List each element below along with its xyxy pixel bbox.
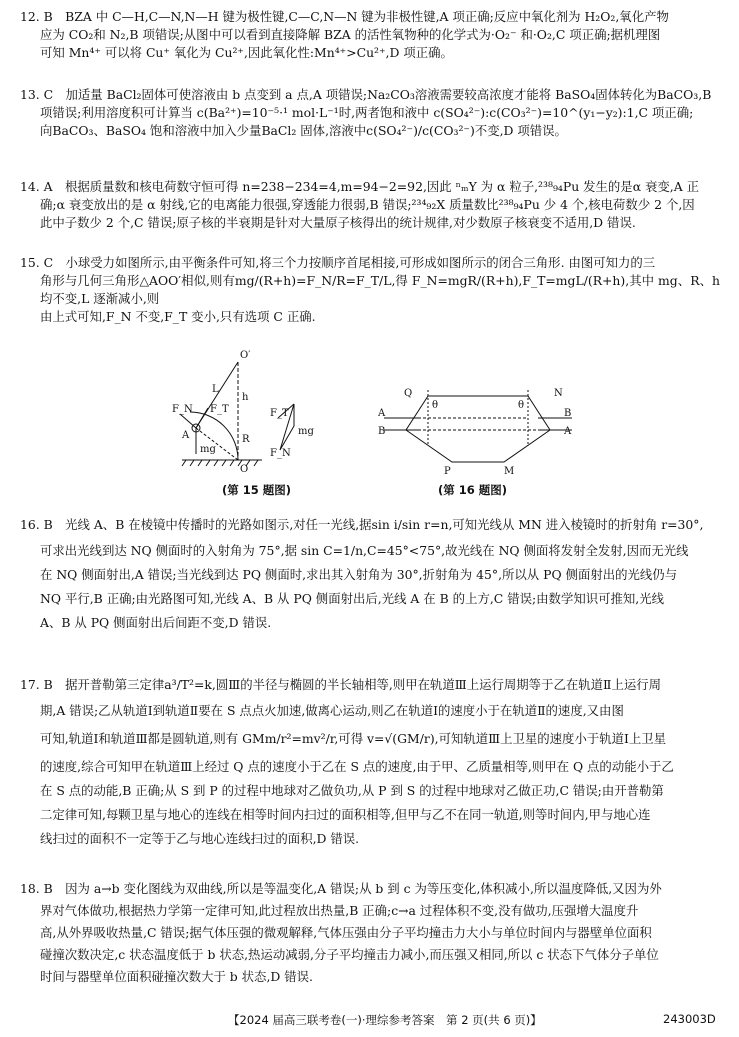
answer-line: 此中子数少 2 个,C 错误;原子核的半衰期是针对大量原子核得出的统计规律,对少数原子核衰变不适用,D 错误. xyxy=(40,215,636,230)
answer-line: 由上式可知,F_N 不变,F_T 变小,只有选项 C 正确. xyxy=(40,309,316,324)
answer-item-16 xyxy=(20,516,720,632)
label-ft: F_T xyxy=(210,404,229,415)
label-theta-left: θ xyxy=(432,400,439,411)
answer-item-18 xyxy=(20,880,720,986)
answer-line: 项错误;利用溶度积可计算当 c(Ba²⁺)=10⁻⁵·¹ mol·L⁻¹时,两者饱和液中 c(SO₄²⁻):c(CO₃²⁻)=10^(y₁−y₂):1,C 项正确; xyxy=(40,105,694,120)
answer-line: 确;α 衰变放出的是 α 射线,它的电离能力很强,穿透能力很弱,B 错误;²³⁴₉₂X 质量数比²³⁸₉₄Pu 少 4 个,核电荷数少 2 个,因 xyxy=(40,197,695,212)
prism-outline xyxy=(406,396,550,462)
answer-line: 时间与器壁单位面积碰撞次数大于 b 状态,D 错误. xyxy=(40,969,313,984)
label-n: N xyxy=(554,388,563,399)
label-h: h xyxy=(242,392,249,403)
answer-line: 可知 Mn⁴⁺ 可以将 Cu⁺ 氧化为 Cu²⁺,因此氧化性:Mn⁴⁺>Cu²⁺,D 项正确。 xyxy=(40,45,453,60)
footer-title: 【2024 届高三联考卷(一)·理综参考答案 第 2 页(共 6 页)】 xyxy=(228,1013,542,1027)
answer-item-13 xyxy=(20,86,720,140)
label-m: M xyxy=(504,466,515,476)
label-tri-ft: F_T xyxy=(270,408,289,419)
answer-line: 15. C 小球受力如图所示,由平衡条件可知,将三个力按顺序首尾相接,可形成如图所示的闭合三角形. 由图可知力的三 xyxy=(20,255,656,270)
label-l: L xyxy=(212,384,219,395)
label-a-right: A xyxy=(564,426,572,437)
label-b-left: B xyxy=(378,426,386,437)
answer-line: A、B 从 PQ 侧面射出后间距不变,D 错误. xyxy=(40,615,272,630)
answer-line: 18. B 因为 a→b 变化图线为双曲线,所以是等温变化,A 错误;从 b 到 c 为等压变化,体积减小,所以温度降低,又因为外 xyxy=(20,881,662,896)
ft-arrow xyxy=(196,408,208,428)
label-q: Q xyxy=(404,388,413,399)
answer-line: 17. B 据开普勒第三定律a³/T²=k,圆Ⅲ的半径与椭圆的半长轴相等,则甲在轨道Ⅲ上运行周期等于乙在轨道Ⅱ上运行周 xyxy=(20,677,662,692)
label-a-left: A xyxy=(378,408,386,419)
label-mg: mg xyxy=(200,444,216,455)
label-o: O xyxy=(240,464,249,475)
label-tri-fn: F_N xyxy=(270,448,291,459)
label-b-right: B xyxy=(564,408,572,419)
figure-15-caption: (第 15 题图) xyxy=(222,483,292,497)
label-r: R xyxy=(242,434,250,445)
answer-line: 界对气体做功,根据热力学第一定律可知,此过程放出热量,B 正确;c→a 过程体积不变,没有做功,压强增大温度升 xyxy=(40,903,639,918)
answer-line: 线扫过的面积不一定等于乙与地心连线扫过的面积,D 错误. xyxy=(40,831,360,846)
answer-item-14 xyxy=(20,178,720,232)
answer-line: 应为 CO₂和 N₂,B 项错误;从图中可以看到直接降解 BZA 的活性氧物种的化学式为·O₂⁻ 和·O₂,C 项正确;据机理图 xyxy=(40,27,661,42)
label-fn: F_N xyxy=(172,404,193,415)
footer-code: 243003D xyxy=(663,1012,716,1026)
answer-line: 13. C 加适量 BaCl₂固体可使溶液由 b 点变到 a 点,A 项错误;Na₂CO₃溶液需要较高浓度才能将 BaSO₄固体转化为BaCO₃,B xyxy=(20,87,712,102)
answer-item-12 xyxy=(20,8,720,62)
label-tri-mg: mg xyxy=(298,426,314,437)
answer-line: NQ 平行,B 正确;由光路图可知,光线 A、B 从 PQ 侧面射出后,光线 A 在 B 的上方,C 错误;由数学知识可推知,光线 xyxy=(40,591,665,606)
answer-line: 期,A 错误;乙从轨道Ⅰ到轨道Ⅱ要在 S 点点火加速,做离心运动,则乙在轨道Ⅰ的速度小于在轨道Ⅱ的速度,又由图 xyxy=(40,703,624,718)
figure-15 xyxy=(172,342,322,482)
answer-line: 16. B 光线 A、B 在棱镜中传播时的光路如图示,对任一光线,据sin i/sin r=n,可知光线从 MN 进入棱镜时的折射角 r=30°, xyxy=(20,517,704,532)
answer-line: 在 NQ 侧面射出,A 错误;当光线到达 PQ 侧面时,求出其入射角为 30°,折射角为 45°,所以从 PQ 侧面射出的光线仍与 xyxy=(40,567,678,582)
answer-line: 向BaCO₃、BaSO₄ 饱和溶液中加入少量BaCl₂ 固体,溶液中c(SO₄²⁻)/c(CO₃²⁻)不变,D 项错误。 xyxy=(40,123,567,138)
answer-line: 14. A 根据质量数和核电荷数守恒可得 n=238−234=4,m=94−2=92,因此 ⁿₘY 为 α 粒子,²³⁸₉₄Pu 发生的是α 衰变,A 正 xyxy=(20,179,699,194)
fn-arrow xyxy=(180,414,196,428)
answer-line: 在 S 点的动能,B 正确;从 S 到 P 的过程中地球对乙做负功,从 P 到 S 的过程中地球对乙做正功,C 错误;由开普勒第 xyxy=(40,783,664,798)
answer-line: 高,从外界吸收热量,C 错误;据气体压强的微观解释,气体压强由分子平均撞击力大小与单位时间内与器壁单位面积 xyxy=(40,925,652,940)
label-o-prime: O′ xyxy=(240,350,251,361)
answer-line: 角形与几何三角形△AOO′相似,则有mg/(R+h)=F_N/R=F_T/L,得 F_N=mgR/(R+h),F_T=mgL/(R+h),其中 mg、R、h 均不变,L 逐渐减小,则 xyxy=(40,273,720,306)
figure-16-caption: (第 16 题图) xyxy=(438,483,508,497)
label-a: A xyxy=(182,430,190,441)
answer-line: 12. B BZA 中 C—H,C—N,N—H 键为极性键,C—C,N—N 键为非极性键,A 项正确;反应中氧化剂为 H₂O₂,氧化产物 xyxy=(20,9,669,24)
answer-line: 可求出光线到达 NQ 侧面时的入射角为 75°,据 sin C=1/n,C=45°<75°,故光线在 NQ 侧面将发射全发射,因而无光线 xyxy=(40,543,689,558)
answer-line: 的速度,综合可知甲在轨道Ⅲ上经过 Q 点的速度小于乙在 S 点的速度,由于甲、乙质量相等,则甲在 Q 点的动能小于乙 xyxy=(40,759,674,774)
answer-item-15 xyxy=(20,254,720,326)
answer-line: 碰撞次数决定,c 状态温度低于 b 状态,热运动减弱,分子平均撞击力减小,而压强又相同,所以 c 状态下气体分子单位 xyxy=(40,947,659,962)
answer-line: 二定律可知,每颗卫星与地心的连线在相等时间内扫过的面积相等,但甲与乙不在同一轨道,则等时间内,甲与地心连 xyxy=(40,807,651,822)
label-p: P xyxy=(444,466,451,476)
answer-item-17 xyxy=(20,676,720,848)
figure-16 xyxy=(378,386,578,476)
answer-line: 可知,轨道Ⅰ和轨道Ⅲ都是圆轨道,则有 GMm/r²=mv²/r,可得 v=√(GM/r),可知轨道Ⅲ上卫星的速度小于轨道Ⅰ上卫星 xyxy=(40,731,667,746)
figure-row xyxy=(0,342,739,502)
label-theta-right: θ xyxy=(518,400,525,411)
